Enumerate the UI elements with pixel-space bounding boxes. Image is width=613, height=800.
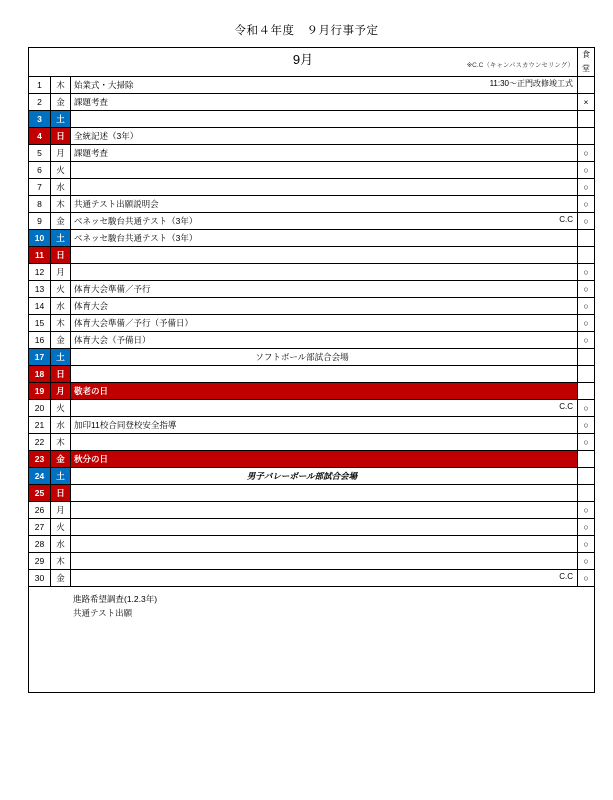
day-number-cell: 21 [29,417,51,434]
lunch-availability-cell: ○ [578,536,595,553]
event-text: 体育大会準備／予行（予備日） [74,318,194,328]
weekday-cell: 土 [51,349,71,366]
table-row [29,196,595,213]
weekday-cell: 金 [51,332,71,349]
weekday-cell: 月 [51,502,71,519]
event-cell [71,400,578,417]
lunch-availability-cell [578,247,595,264]
event-text: 課題考査 [74,148,109,158]
day-number-cell: 25 [29,485,51,502]
lunch-availability-cell [578,128,595,145]
table-row [29,451,595,468]
table-row [29,162,595,179]
day-number-cell: 14 [29,298,51,315]
table-row [29,502,595,519]
event-text: 秋分の日 [74,454,109,464]
lunch-availability-cell [578,468,595,485]
notes-row [29,587,595,693]
table-row [29,383,595,400]
weekday-cell: 金 [51,570,71,587]
month-label: 9月 [292,52,314,67]
day-number-cell: 7 [29,179,51,196]
lunch-availability-cell: ○ [578,332,595,349]
weekday-cell: 土 [51,230,71,247]
day-number-cell: 13 [29,281,51,298]
table-row [29,213,595,230]
table-row [29,145,595,162]
weekday-cell: 日 [51,366,71,383]
weekday-cell: 金 [51,94,71,111]
weekday-cell: 日 [51,485,71,502]
table-row [29,485,595,502]
lunch-availability-cell: ○ [578,417,595,434]
cc-note: ※C.C（キャンパスカウンセリング） [466,62,574,69]
day-number-cell: 17 [29,349,51,366]
day-number-cell: 5 [29,145,51,162]
table-row [29,434,595,451]
lunch-availability-cell [578,230,595,247]
day-number-cell: 15 [29,315,51,332]
lunch-availability-cell [578,77,595,94]
weekday-cell: 水 [51,417,71,434]
weekday-cell: 木 [51,315,71,332]
event-cell [71,485,578,502]
table-row [29,519,595,536]
day-number-cell: 20 [29,400,51,417]
lunch-availability-cell: ○ [578,434,595,451]
lunch-availability-cell: ○ [578,145,595,162]
event-text: 体育大会 [74,301,109,311]
day-number-cell: 28 [29,536,51,553]
day-number-cell: 3 [29,111,51,128]
event-cell [71,536,578,553]
day-number-cell: 4 [29,128,51,145]
event-text: 課題考査 [74,97,109,107]
calendar-table-wrap [28,47,595,693]
note-line: 共通テスト出願 [73,608,133,618]
weekday-cell: 金 [51,213,71,230]
day-number-cell: 10 [29,230,51,247]
day-number-cell: 8 [29,196,51,213]
weekday-cell: 日 [51,247,71,264]
event-cell [71,502,578,519]
table-row [29,315,595,332]
weekday-cell: 火 [51,519,71,536]
day-number-cell: 24 [29,468,51,485]
table-row [29,553,595,570]
lunch-availability-cell: ○ [578,281,595,298]
lunch-availability-cell: × [578,94,595,111]
weekday-cell: 日 [51,128,71,145]
lunch-availability-cell: ○ [578,213,595,230]
table-row [29,264,595,281]
table-row [29,468,595,485]
lunch-availability-cell: ○ [578,315,595,332]
event-text: ベネッセ駿台共通テスト（3年） [74,216,198,226]
event-text: 共通テスト出願説明会 [74,199,159,209]
event-cell [71,332,578,349]
event-cell [71,230,578,247]
event-text: 敬老の日 [74,386,109,396]
event-cell [71,434,578,451]
event-center-text: ソフトボール部試合会場 [255,352,349,362]
day-number-cell: 16 [29,332,51,349]
event-cell [71,162,578,179]
note-line: 進路希望調査(1.2.3年) [73,594,158,604]
day-number-cell: 9 [29,213,51,230]
lunch-availability-cell [578,485,595,502]
event-cell [71,298,578,315]
lunch-availability-cell: ○ [578,179,595,196]
event-cell [71,77,578,94]
weekday-cell: 火 [51,162,71,179]
weekday-cell: 月 [51,383,71,400]
event-note-right: C.C [559,215,573,224]
event-cell [71,264,578,281]
table-row [29,400,595,417]
event-text: 全統記述（3年） [74,131,139,141]
lunch-availability-cell [578,349,595,366]
table-row [29,77,595,94]
weekday-cell: 木 [51,77,71,94]
event-cell [71,145,578,162]
table-header-row [29,48,595,77]
page-title: 令和４年度 ９月行事予定 [234,25,379,37]
lunch-availability-cell: ○ [578,570,595,587]
event-cell [71,519,578,536]
event-cell [71,366,578,383]
day-number-cell: 6 [29,162,51,179]
weekday-cell: 火 [51,400,71,417]
day-number-cell: 30 [29,570,51,587]
event-cell [71,451,578,468]
event-text: 加印11校合同登校安全指導 [74,420,177,430]
day-number-cell: 23 [29,451,51,468]
lunch-availability-cell: ○ [578,298,595,315]
event-note-right: 11:30〜正門改修竣工式 [489,79,573,88]
lunch-column-header [578,48,595,77]
day-number-cell: 1 [29,77,51,94]
weekday-cell: 月 [51,145,71,162]
event-cell [71,281,578,298]
table-row [29,281,595,298]
weekday-cell: 火 [51,281,71,298]
weekday-cell: 土 [51,111,71,128]
event-cell [71,213,578,230]
event-cell [71,570,578,587]
table-row [29,417,595,434]
event-cell [71,553,578,570]
day-number-cell: 12 [29,264,51,281]
lunch-availability-cell: ○ [578,502,595,519]
day-number-cell: 2 [29,94,51,111]
table-row [29,179,595,196]
day-number-cell: 19 [29,383,51,400]
weekday-cell: 月 [51,264,71,281]
table-row [29,128,595,145]
lunch-availability-cell [578,111,595,128]
table-row [29,247,595,264]
lunch-availability-cell [578,383,595,400]
event-note-right: C.C [559,402,573,411]
event-cell [71,94,578,111]
event-cell [71,417,578,434]
monthly-notes-cell [29,587,595,693]
weekday-cell: 水 [51,536,71,553]
month-header-cell [29,48,578,77]
day-number-cell: 29 [29,553,51,570]
weekday-cell: 金 [51,451,71,468]
lunch-availability-cell [578,451,595,468]
lunch-availability-cell: ○ [578,400,595,417]
event-text: ベネッセ駿台共通テスト（3年） [74,233,198,243]
day-number-cell: 27 [29,519,51,536]
event-text: 体育大会（予備日） [74,335,151,345]
table-row [29,298,595,315]
weekday-cell: 水 [51,179,71,196]
table-row [29,536,595,553]
day-number-cell: 26 [29,502,51,519]
table-row [29,230,595,247]
weekday-cell: 水 [51,298,71,315]
event-note-right: C.C [559,572,573,581]
lunch-availability-cell: ○ [578,264,595,281]
lunch-header-line-1: 食 [582,50,590,59]
event-cell [71,179,578,196]
event-cell [71,128,578,145]
weekday-cell: 木 [51,553,71,570]
table-row [29,332,595,349]
event-cell [71,247,578,264]
weekday-cell: 木 [51,434,71,451]
table-row [29,366,595,383]
event-cell [71,468,578,485]
table-row [29,349,595,366]
weekday-cell: 土 [51,468,71,485]
lunch-availability-cell: ○ [578,519,595,536]
event-cell [71,196,578,213]
lunch-availability-cell [578,366,595,383]
day-number-cell: 11 [29,247,51,264]
event-text: 始業式・大掃除 [74,80,134,90]
event-cell [71,383,578,400]
day-number-cell: 22 [29,434,51,451]
table-row [29,570,595,587]
day-number-cell: 18 [29,366,51,383]
table-row [29,111,595,128]
lunch-header-line-2: 堂 [582,64,590,73]
table-row [29,94,595,111]
event-text: 体育大会準備／予行 [74,284,151,294]
event-cell [71,315,578,332]
event-cell [71,349,578,366]
lunch-availability-cell: ○ [578,162,595,179]
weekday-cell: 木 [51,196,71,213]
lunch-availability-cell: ○ [578,196,595,213]
lunch-availability-cell: ○ [578,553,595,570]
event-center-text: 男子バレーボール部試合会場 [246,471,358,481]
monthly-schedule-table [28,47,595,693]
event-cell [71,111,578,128]
